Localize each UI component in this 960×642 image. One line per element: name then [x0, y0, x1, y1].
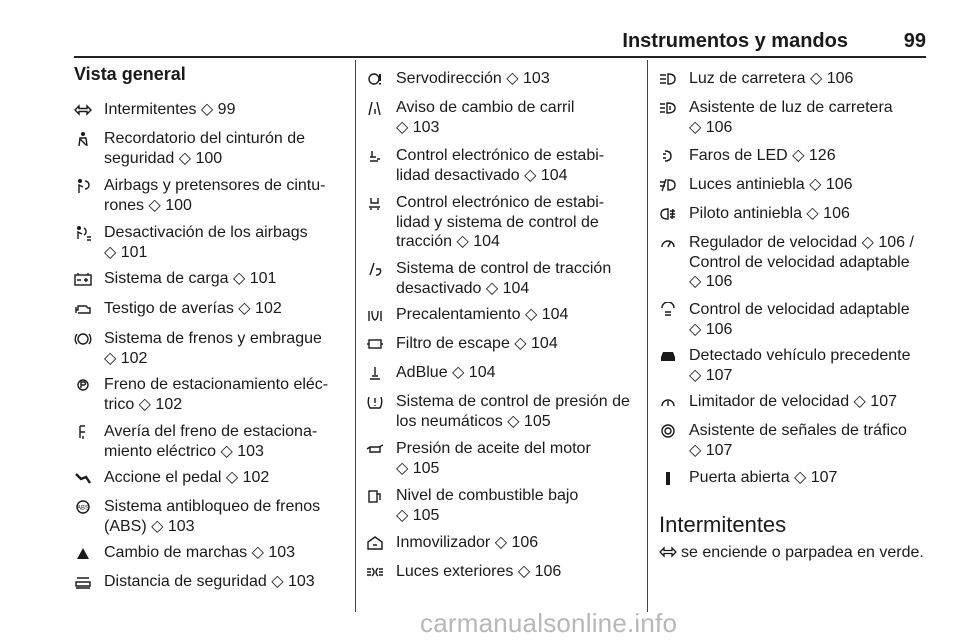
column-divider: [647, 60, 648, 612]
entry-text: [104, 468, 344, 488]
traffic-sign-icon: [659, 423, 681, 439]
entry-line: Control electrónico de estabi-: [396, 194, 605, 211]
engine-icon: [74, 301, 96, 317]
entry-line: rones ◇ 100: [104, 196, 192, 214]
index-entry: [74, 422, 344, 461]
svg-text:ABS: ABS: [76, 505, 90, 512]
index-entry: [74, 299, 344, 319]
entry-line: Servodirección ◇ 103: [396, 70, 550, 87]
entry-line: Airbags y pretensores de cintu-: [104, 177, 326, 194]
entry-text: [104, 129, 344, 168]
entry-line: Intermitentes ◇ 99: [104, 101, 236, 118]
high-beam-icon: [659, 71, 681, 87]
entry-text: [689, 468, 929, 488]
index-entry: [659, 146, 929, 166]
entry-text: [104, 543, 344, 563]
entry-line: Testigo de averías ◇ 102: [104, 300, 282, 317]
index-entry: [659, 468, 929, 488]
power-steering-icon: [366, 71, 388, 87]
entry-line: Sistema de control de tracción: [396, 260, 612, 277]
entry-line: Asistente de luz de carretera: [689, 99, 893, 116]
fog-light-icon: [659, 177, 681, 193]
entry-line: lidad desactivado ◇ 104: [396, 166, 568, 184]
entry-line: Recordatorio del cinturón de: [104, 130, 306, 147]
entry-text: [689, 421, 929, 460]
page-number: 99: [903, 30, 926, 52]
parking-brake-fault-icon: [74, 424, 96, 440]
rear-fog-light-icon: [659, 206, 681, 222]
entry-line: ◇ 107: [689, 441, 733, 459]
turn-signal-icon: [74, 102, 96, 118]
index-entry: [74, 375, 344, 414]
entry-text: [396, 193, 640, 252]
index-entry: [366, 363, 640, 383]
entry-line: ◇ 103: [396, 118, 440, 136]
entry-text: [396, 146, 640, 185]
entry-text: [689, 300, 929, 339]
entry-text: [396, 392, 640, 431]
entry-line: ◇ 107: [689, 366, 733, 384]
adblue-icon: [366, 365, 388, 381]
entry-line: Luces exteriores ◇ 106: [396, 563, 562, 580]
vehicle-ahead-icon: [659, 348, 681, 364]
entry-line: Filtro de escape ◇ 104: [396, 335, 558, 352]
index-entry: [659, 233, 929, 292]
entry-line: Piloto antiniebla ◇ 106: [689, 205, 850, 222]
entry-text: [104, 329, 344, 368]
entry-line: Nivel de combustible bajo: [396, 487, 579, 504]
entry-line: lidad y sistema de control de: [396, 213, 599, 231]
airbag-off-icon: [74, 225, 96, 241]
seatbelt-icon: [74, 131, 96, 147]
entry-line: ◇ 105: [396, 459, 440, 477]
intermitentes-heading: Intermitentes: [659, 512, 787, 537]
watermark: carmanualsonline.info: [420, 608, 678, 638]
index-entry: [366, 98, 640, 137]
index-entry: [74, 329, 344, 368]
index-entry: [366, 486, 640, 525]
entry-line: Desactivación de los airbags: [104, 224, 308, 241]
entry-line: miento eléctrico ◇ 103: [104, 442, 264, 460]
index-entry: [366, 193, 640, 252]
index-entry: [659, 300, 929, 339]
column-divider: [355, 60, 356, 612]
parking-brake-icon: [74, 377, 96, 393]
entry-text: [396, 533, 640, 553]
index-entry: [74, 572, 344, 592]
led-headlight-icon: [659, 148, 681, 164]
gear-shift-icon: [74, 545, 96, 561]
index-entry: [74, 468, 344, 488]
entry-line: Puerta abierta ◇ 107: [689, 469, 838, 486]
entry-text: [104, 497, 344, 536]
esc-off-icon: [366, 148, 388, 164]
adaptive-cruise-icon: [659, 302, 681, 318]
exhaust-filter-icon: [366, 336, 388, 352]
airbag-icon: [74, 178, 96, 194]
entry-line: los neumáticos ◇ 105: [396, 412, 551, 430]
intermitentes-text: [659, 543, 934, 562]
index-entry: [366, 259, 640, 298]
entry-line: Asistente de señales de tráfico: [689, 422, 907, 439]
entry-text: [689, 69, 929, 89]
entry-text: [396, 98, 640, 137]
immobilizer-icon: [366, 535, 388, 551]
entry-line: trico ◇ 102: [104, 395, 183, 413]
entry-line: Control de velocidad adaptable: [689, 253, 910, 271]
entry-text: [396, 259, 640, 298]
index-entry: [659, 346, 929, 385]
entry-line: Distancia de seguridad ◇ 103: [104, 573, 315, 590]
entry-text: [396, 439, 640, 478]
entry-text: [104, 269, 344, 289]
speed-limiter-icon: [659, 394, 681, 410]
entry-text: [104, 299, 344, 319]
index-entry: [366, 439, 640, 478]
index-entry: [659, 421, 929, 460]
entry-text: [104, 100, 344, 120]
entry-line: Control de velocidad adaptable: [689, 301, 910, 318]
entry-line: Sistema de frenos y embrague: [104, 330, 322, 347]
entry-text: [689, 98, 929, 137]
door-open-icon: [659, 470, 681, 486]
index-entry: [74, 543, 344, 563]
entry-text: [104, 176, 344, 215]
entry-line: tracción ◇ 104: [396, 233, 500, 250]
cruise-control-icon: [659, 235, 681, 251]
entry-line: Accione el pedal ◇ 102: [104, 469, 270, 486]
index-entry: [366, 69, 640, 89]
index-entry: [366, 305, 640, 325]
brake-icon: [74, 331, 96, 347]
entry-text: [104, 572, 344, 592]
index-entry: [74, 497, 344, 536]
running-title: Instrumentos y mandos: [622, 30, 848, 52]
index-entry: [659, 98, 929, 137]
index-entry: [366, 533, 640, 553]
entry-text: [689, 146, 929, 166]
entry-line: Inmovilizador ◇ 106: [396, 534, 539, 551]
entry-line: Precalentamiento ◇ 104: [396, 306, 569, 323]
entry-line: Freno de estacionamiento eléc-: [104, 376, 329, 393]
entry-line: Avería del freno de estaciona-: [104, 423, 318, 440]
index-entry: [74, 176, 344, 215]
entry-text: [689, 233, 929, 292]
entry-text: [689, 346, 929, 385]
index-entry: [366, 146, 640, 185]
index-entry: [659, 69, 929, 89]
entry-line: ◇ 102: [104, 349, 148, 367]
entry-text: [396, 334, 640, 354]
entry-text: [689, 204, 929, 224]
index-entry: [74, 129, 344, 168]
lane-departure-icon: [366, 100, 388, 116]
section-title: Vista general: [74, 64, 186, 84]
entry-line: ◇ 106: [689, 273, 733, 290]
esc-icon: [366, 195, 388, 211]
entry-line: seguridad ◇ 100: [104, 149, 223, 167]
index-entry: [74, 269, 344, 289]
entry-line: Faros de LED ◇ 126: [689, 147, 836, 164]
entry-line: (ABS) ◇ 103: [104, 517, 195, 535]
entry-line: Sistema de control de presión de: [396, 393, 630, 410]
entry-line: Detectado vehículo precedente: [689, 347, 911, 364]
entry-line: Luces antiniebla ◇ 106: [689, 176, 853, 193]
entry-line: Presión de aceite del motor: [396, 440, 591, 457]
index-entry: [366, 562, 640, 582]
entry-text: [689, 392, 929, 412]
entry-line: ◇ 101: [104, 243, 148, 261]
index-entry: [659, 392, 929, 412]
traction-off-icon: [366, 261, 388, 277]
entry-line: ◇ 105: [396, 506, 440, 524]
entry-line: ◇ 106: [689, 320, 733, 338]
entry-text: [396, 562, 640, 582]
entry-line: Sistema antibloqueo de frenos: [104, 498, 321, 515]
oil-pressure-icon: [366, 441, 388, 457]
entry-text: [104, 375, 344, 414]
entry-text: [689, 175, 929, 195]
abs-icon: [74, 499, 96, 515]
entry-text: [104, 223, 344, 262]
entry-line: Cambio de marchas ◇ 103: [104, 544, 296, 561]
turn-signal-icon: [659, 545, 677, 559]
entry-line: Limitador de velocidad ◇ 107: [689, 393, 897, 410]
entry-line: Control electrónico de estabi-: [396, 147, 605, 164]
entry-text: [396, 69, 640, 89]
following-distance-icon: [74, 574, 96, 590]
entry-line: Sistema de carga ◇ 101: [104, 270, 277, 287]
entry-line: Aviso de cambio de carril: [396, 99, 575, 116]
index-entry: [659, 204, 929, 224]
entry-line: Luz de carretera ◇ 106: [689, 70, 854, 87]
entry-text: [396, 363, 640, 383]
fuel-icon: [366, 488, 388, 504]
entry-line: desactivado ◇ 104: [396, 279, 530, 297]
index-entry: [366, 334, 640, 354]
entry-text: [396, 486, 640, 525]
page-header: [74, 26, 926, 56]
entry-line: ◇ 106: [689, 118, 733, 136]
entry-text: [396, 305, 640, 325]
entry-text: [104, 422, 344, 461]
index-entry: [74, 100, 344, 120]
entry-line: AdBlue ◇ 104: [396, 364, 496, 381]
exterior-lights-icon: [366, 564, 388, 580]
tire-pressure-icon: [366, 394, 388, 410]
high-beam-assist-icon: [659, 100, 681, 116]
intermitentes-text-body: se enciende o parpadea en verde.: [681, 544, 924, 561]
header-rule: [74, 56, 926, 58]
index-entry: [659, 175, 929, 195]
pedal-icon: [74, 470, 96, 486]
entry-line: Regulador de velocidad ◇ 106 /: [689, 234, 914, 251]
battery-icon: [74, 271, 96, 287]
index-entry: [74, 223, 344, 262]
index-entry: [366, 392, 640, 431]
glow-plug-icon: [366, 307, 388, 323]
